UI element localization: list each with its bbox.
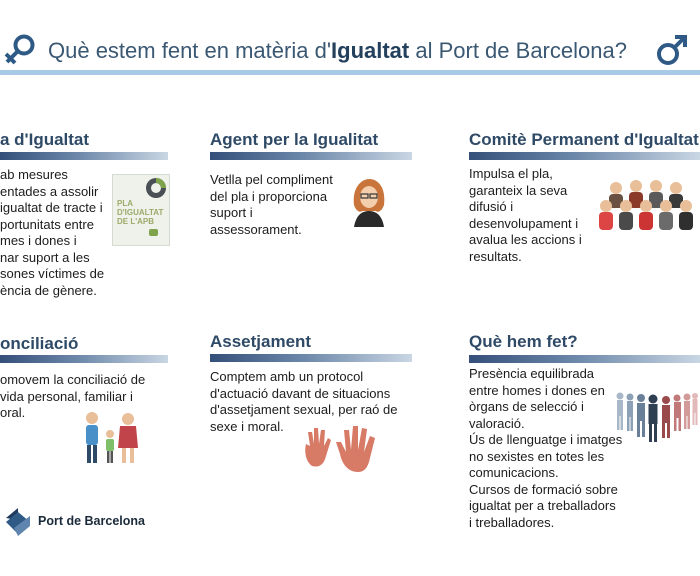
harassment-section-body: Comptem amb un protocol d'actuació davant de situacions d'assetjament sexual, per raó de sexe i moral.: [210, 369, 398, 434]
plan-section-title: a d'Igualtat: [0, 130, 90, 149]
male-symbol-icon: [654, 32, 690, 70]
harassment-title-underline: [210, 354, 412, 362]
agent-section-title: Agent per la Igualitat: [210, 130, 379, 149]
hands-icon: [300, 422, 404, 478]
committee-section-title: Comitè Permanent d'Igualtat: [469, 130, 699, 149]
female-male-symbol-icon: [2, 32, 38, 70]
done-section-title: Què hem fet?: [469, 332, 578, 351]
footer-logo-text: Port de Barcelona: [38, 514, 145, 528]
port-de-barcelona-logo-icon: [4, 506, 32, 538]
conciliation-title-underline: [0, 355, 168, 363]
family-icon: [80, 410, 142, 466]
conciliation-section-body: omovem la conciliació de vida personal, familiar i oral.: [0, 372, 146, 420]
plan-cover-label: PLA D'IGUALTAT DE L'APB: [117, 199, 164, 226]
page-title: Què estem fent en matèria d'Igualtat al Port de Barcelona?: [48, 38, 627, 63]
agent-title-underline: [210, 152, 412, 160]
done-section-body: Presència equilibrada entre homes i dones en òrgans de selecció i valoració. Ús de llenguatge i imatges no sexistes en totes les comunicacions. Cursos de formació sobre igualtat per a treballadors i treballadores.: [469, 366, 623, 530]
woman-avatar-icon: [348, 175, 390, 227]
chat-icon: [149, 229, 158, 236]
crowd-icon: [614, 388, 700, 446]
harassment-section-title: Assetjament: [210, 332, 312, 351]
committee-section-body: Impulsa el pla, garanteix la seva difusió i desenvolupament i avalua les accions i resultats.: [469, 166, 582, 264]
header-divider: [0, 70, 700, 75]
equality-plan-cover-image: [112, 174, 170, 246]
pie-chart-icon: [143, 175, 169, 201]
done-title-underline: [469, 355, 700, 363]
conciliation-section-title: onciliació: [0, 334, 79, 353]
committee-group-icon: [596, 176, 700, 236]
plan-title-underline: [0, 152, 168, 160]
plan-section-body: ab mesures entades a assolir igualtat de tracte i portunitats entre mes i dones i nar suport a les sones víctimes de ència de gènere.: [0, 167, 105, 298]
agent-section-body: Vetlla pel compliment del pla i proporciona suport i assessorament.: [210, 172, 333, 237]
committee-title-underline: [469, 152, 700, 160]
